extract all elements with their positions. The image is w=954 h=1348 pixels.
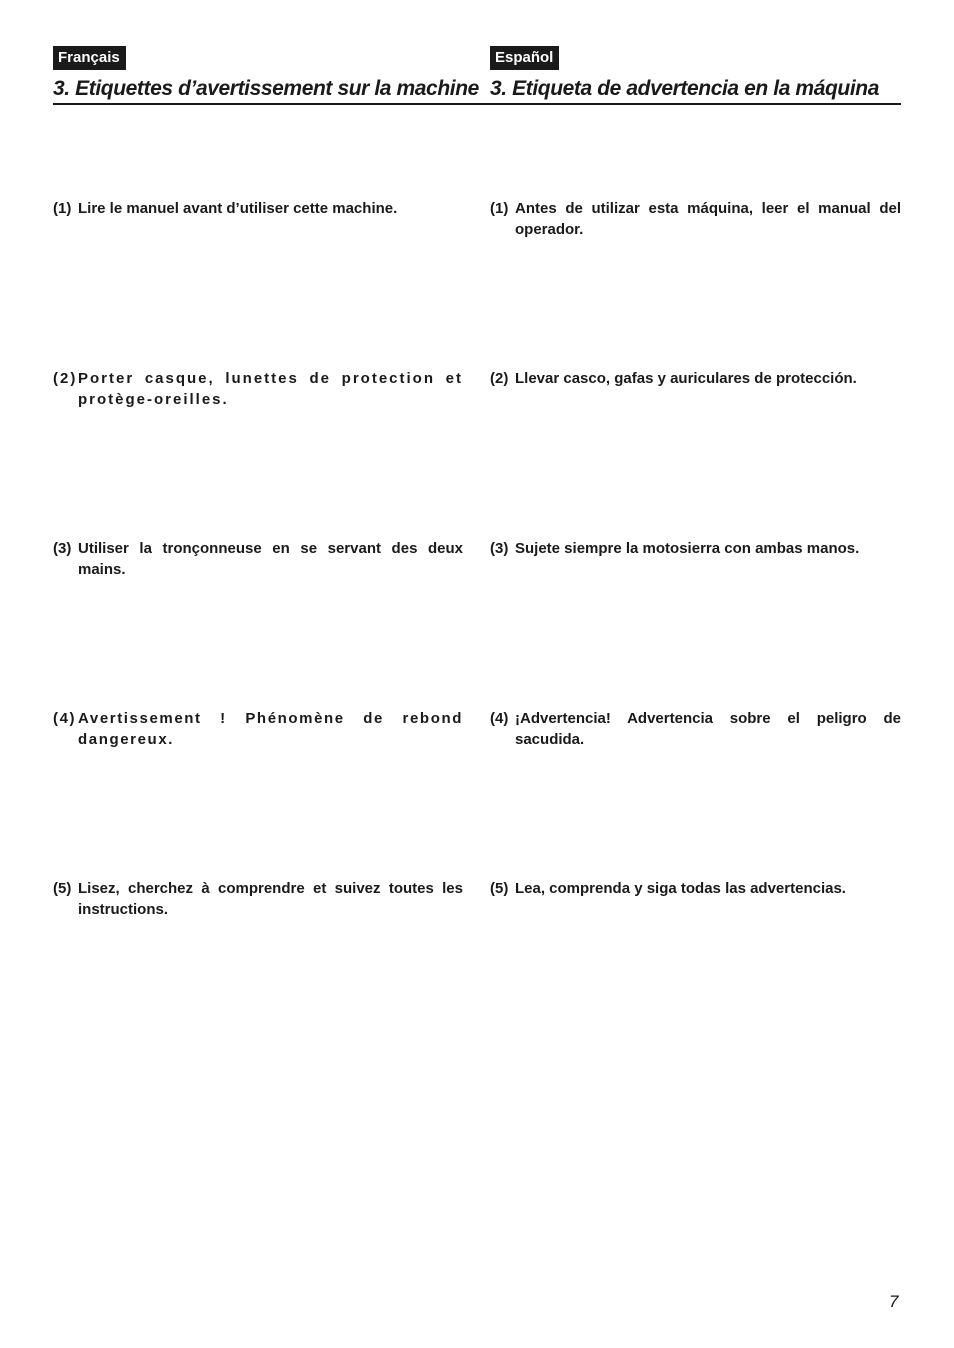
item-number: (3) [53,540,72,557]
item-text: ¡Advertencia! Advertencia sobre el peligro de sacudida. [515,710,901,748]
item-text: Lisez, cherchez à comprendre et suivez toutes les instructions. [78,880,463,918]
section-title-french: 3. Etiquettes d’avertissement sur la machine [53,77,479,100]
item-number: (1) [490,200,509,217]
warning-item-french-5 [53,878,463,920]
warning-item-spanish-2 [490,368,901,389]
item-text: Lea, comprenda y siga todas las advertencias. [515,880,846,897]
item-number: (2) [490,370,509,387]
spanish-column [490,46,901,897]
item-number: (2) [53,370,78,387]
warning-item-french-3 [53,538,463,580]
item-number: (5) [53,880,72,897]
item-text: Antes de utilizar esta máquina, leer el manual del operador. [515,200,901,238]
warning-item-spanish-1 [490,198,901,240]
warning-item-french-4 [53,708,463,750]
warning-item-spanish-3 [490,538,901,559]
item-text: Avertissement ! Phénomène de rebond dangereux. [78,710,463,748]
page-number: 7 [889,1292,899,1311]
warning-item-spanish-4 [490,708,901,750]
item-number: (1) [53,200,72,217]
item-number: (3) [490,540,509,557]
item-text: Llevar casco, gafas y auriculares de protección. [515,370,857,387]
warning-item-spanish-5 [490,878,901,899]
item-number: (4) [490,710,509,727]
warning-item-french-1 [53,198,463,219]
french-column [53,46,479,918]
header-rule [53,103,901,105]
item-text: Utiliser la tronçonneuse en se servant des deux mains. [78,540,463,578]
item-number: (4) [53,710,77,727]
item-text: Lire le manuel avant d’utiliser cette machine. [78,200,398,217]
item-text: Sujete siempre la motosierra con ambas manos. [515,540,860,557]
item-number: (5) [490,880,509,897]
warning-item-french-2 [53,368,463,410]
item-text: Porter casque, lunettes de protection et protège-oreilles. [78,370,463,408]
language-badge-french: Français [53,46,126,70]
language-badge-spanish: Español [490,46,559,70]
section-title-spanish: 3. Etiqueta de advertencia en la máquina [490,77,879,100]
